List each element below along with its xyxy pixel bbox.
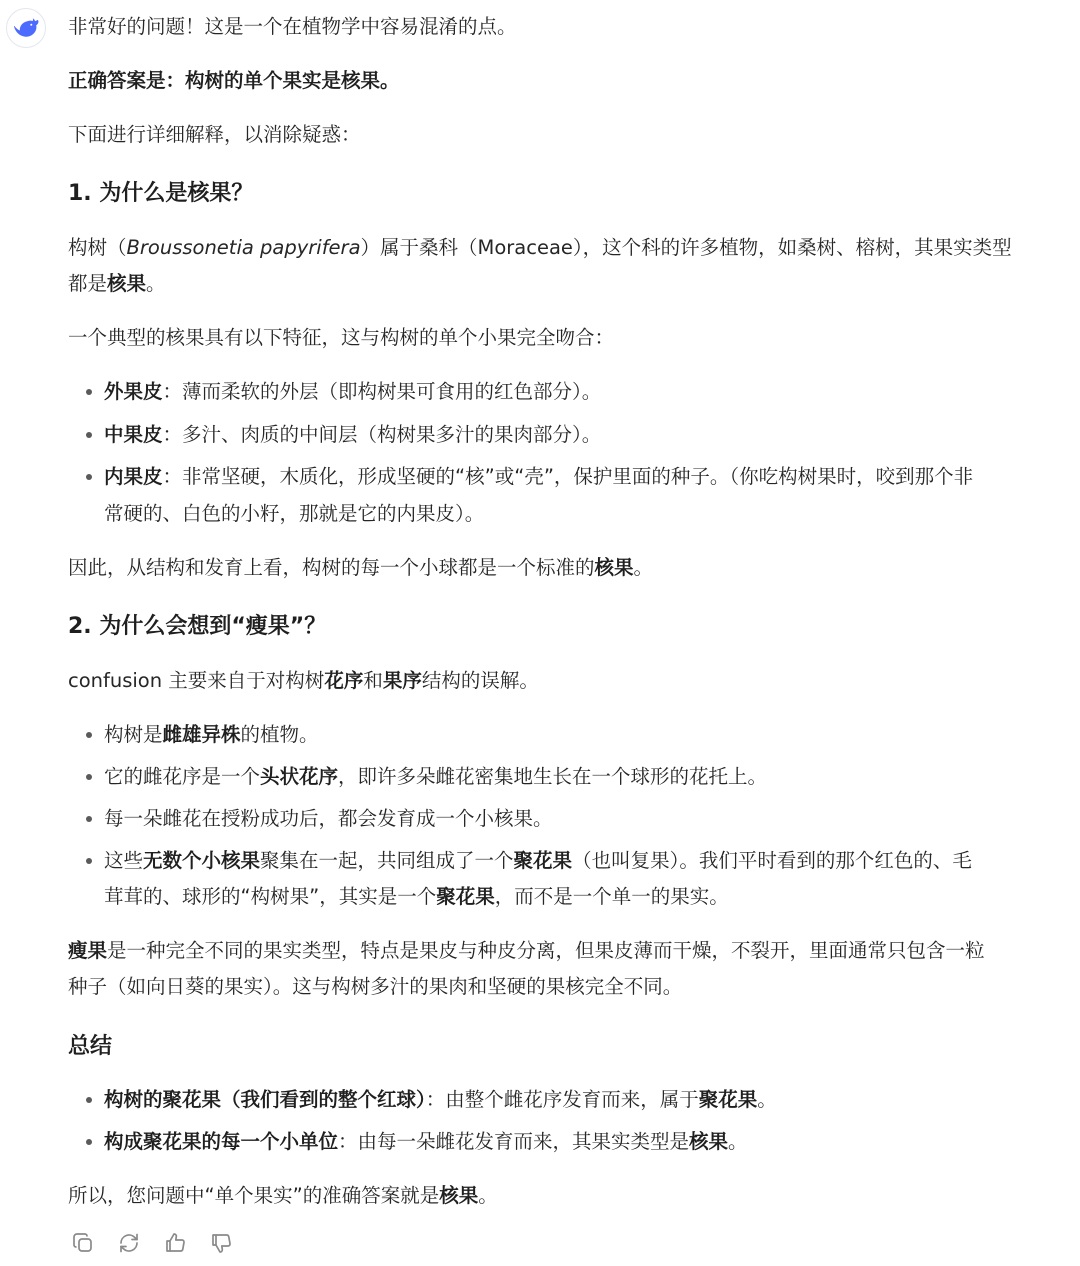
answer-line [68,66,400,96]
explain-intro: 下面进行详细解释，以消除疑惑： [68,123,361,146]
text-span: 都是 [68,272,108,295]
text-span: 结构的误解。 [421,669,539,692]
thumbs-up-button[interactable] [160,1228,190,1258]
list-item: 每一朵雌花在授粉成功后，都会发育成一个小核果。 [104,807,553,830]
text-span: ，而不是一个单一的果实。 [494,885,729,908]
text-span: ）属于桑科（Moraceae），这个科的许多植物，如桑树、榕树，其果实类型 [360,236,1012,259]
thumbs-up-icon [163,1231,187,1255]
text-span: 它的雌花序是一个 [104,765,261,788]
regenerate-icon [117,1231,141,1255]
copy-icon [71,1231,95,1255]
bold-term: 头状花序 [260,765,339,788]
list-item [104,720,319,750]
section2-paragraph2-line1 [68,936,985,966]
bold-term: 雌雄异株 [162,723,241,746]
bold-term: 核果 [107,272,147,295]
text-span: 聚集在一起，共同组成了一个 [260,849,514,872]
text-span: ，即许多朵雌花密集地生长在一个球形的花托上。 [338,765,768,788]
copy-button[interactable] [68,1228,98,1258]
regenerate-button[interactable] [114,1228,144,1258]
thumbs-down-button[interactable] [206,1228,236,1258]
bullet-label: 内果皮 [104,465,163,488]
list-item [104,420,601,450]
bold-term: 构成聚花果的每一个小单位 [104,1130,339,1153]
thumbs-down-icon [209,1231,233,1255]
text-span: 的植物。 [240,723,319,746]
text-span: 。 [146,272,166,295]
section1-paragraph2: 一个典型的核果具有以下特征，这与构树的单个小果完全吻合： [68,326,615,349]
bullet-text: ：薄而柔软的外层（即构树果可食用的红色部分）。 [162,380,602,403]
text-span: 。 [478,1184,498,1207]
text-span: （也叫复果）。我们平时看到的那个红色的、毛 [572,849,972,872]
text-span: ：由整个雌花序发育而来，属于 [425,1088,699,1111]
text-span: ：由每一朵雌花发育而来，其果实类型是 [338,1130,690,1153]
text-span: 构树是 [104,723,163,746]
bold-term: 花序 [324,669,364,692]
list-item [104,1085,777,1115]
list-item [104,462,973,492]
text-span: 茸茸的、球形的“构树果”，其实是一个 [104,885,437,908]
bullet-text: ：非常坚硬，木质化，形成坚硬的“核”或“壳”，保护里面的种子。（你吃构树果时，咬到那个非 [162,465,974,488]
text-span: 。 [757,1088,777,1111]
bold-term: 核果 [689,1130,729,1153]
intro-text: 非常好的问题！这是一个在植物学中容易混淆的点。 [68,15,517,38]
bold-term: 瘦果 [68,939,108,962]
list-item-continuation: 常硬的、白色的小籽，那就是它的内果皮）。 [104,502,485,525]
summary-heading: 总结 [68,1034,113,1059]
bold-term: 无数个小核果 [143,849,261,872]
bullet-dot [86,474,92,480]
section1-paragraph1-line1 [68,233,1012,263]
bold-term: 聚花果 [698,1088,758,1111]
section2-paragraph1 [68,666,539,696]
bullet-dot [86,774,92,780]
text-span: 。 [728,1130,748,1153]
message-actions [68,1228,236,1258]
bold-term: 核果 [594,556,634,579]
list-item [104,377,601,407]
bold-term: 核果 [439,1184,479,1207]
bullet-dot [86,816,92,822]
bold-term: 聚花果 [436,885,495,908]
bold-term: 聚花果 [513,849,573,872]
answer-text: 构树的单个果实是核果。 [185,69,400,92]
list-item [104,762,767,792]
answer-label: 正确答案是： [68,69,186,92]
list-item-continuation [104,882,729,912]
bullet-dot [86,1097,92,1103]
assistant-avatar [6,8,46,48]
bullet-dot [86,389,92,395]
text-span: 所以，您问题中“单个果实”的准确答案就是 [68,1184,440,1207]
text-span: confusion 主要来自于对构树 [68,669,325,692]
bullet-text: ：多汁、肉质的中间层（构树果多汁的果肉部分）。 [162,423,602,446]
bullet-dot [86,732,92,738]
text-span: 是一种完全不同的果实类型，特点是果皮与种皮分离，但果皮薄而干燥，不裂开，里面通常只包含一粒 [107,939,985,962]
bullet-dot [86,432,92,438]
text-span: 因此，从结构和发育上看，构树的每一个小球都是一个标准的 [68,556,595,579]
list-item [104,846,972,876]
final-answer [68,1181,498,1211]
bullet-label: 外果皮 [104,380,163,403]
bullet-label: 中果皮 [104,423,163,446]
text-span: 构树（ [68,236,127,259]
bold-term: 果序 [382,669,422,692]
list-item [104,1127,748,1157]
section1-paragraph1-line2 [68,269,166,299]
text-span: 和 [363,669,383,692]
whale-logo-icon [13,17,39,39]
section1-heading: 1. 为什么是核果？ [68,181,254,206]
section2-heading: 2. 为什么会想到“瘦果”？ [68,614,327,639]
latin-name: Broussonetia papyrifera [126,236,361,259]
bold-term: 构树的聚花果（我们看到的整个红球） [104,1088,426,1111]
text-span: 这些 [104,849,144,872]
bullet-dot [86,1139,92,1145]
text-span: 。 [633,556,654,579]
section1-conclusion [68,553,653,583]
section2-paragraph2-line2: 种子（如向日葵的果实）。这与构树多汁的果肉和坚硬的果核完全不同。 [68,975,683,998]
bullet-dot [86,858,92,864]
